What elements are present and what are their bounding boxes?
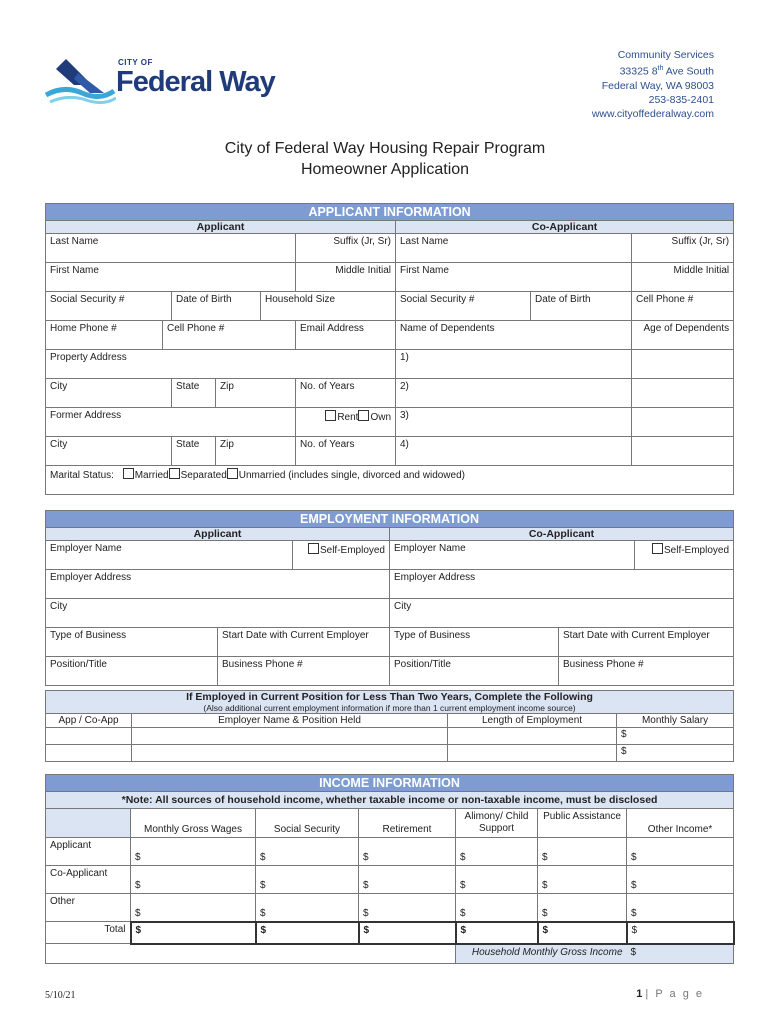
app-former-zip[interactable]: Zip: [216, 437, 296, 466]
co-alimony[interactable]: $: [456, 866, 538, 894]
logo-wave-icon: [44, 55, 116, 107]
household-income-value[interactable]: $: [627, 944, 734, 964]
col-app-co-app: App / Co-App: [46, 714, 132, 728]
applicant-subheader: Applicant: [46, 221, 396, 234]
contact-dept: Community Services: [617, 49, 714, 61]
employment-table: [45, 510, 734, 686]
app-type-business[interactable]: Type of Business: [46, 628, 218, 657]
co-ss[interactable]: $: [256, 866, 359, 894]
co-age-dependents[interactable]: Age of Dependents: [632, 321, 734, 350]
co-position[interactable]: Position/Title: [390, 657, 559, 686]
row-applicant: Applicant: [46, 838, 131, 866]
logo-federal-way: Federal Way: [116, 66, 275, 98]
app-former-years[interactable]: No. of Years: [296, 437, 396, 466]
income-corner: [46, 809, 131, 838]
other-other[interactable]: $: [627, 894, 734, 922]
own-checkbox[interactable]: [358, 410, 369, 421]
co-cell-phone[interactable]: Cell Phone #: [632, 292, 734, 321]
app-employer-name[interactable]: Employer Name: [46, 541, 293, 570]
row-total: Total: [46, 922, 131, 944]
co-employer-address[interactable]: Employer Address: [390, 570, 734, 599]
co-dob[interactable]: Date of Birth: [531, 292, 632, 321]
app-self-employed: Self-Employed: [293, 541, 390, 570]
total-other[interactable]: $: [627, 922, 734, 944]
dependent-3-age[interactable]: [632, 408, 734, 437]
dependent-3[interactable]: 3): [396, 408, 632, 437]
col-retirement: Retirement: [359, 809, 456, 838]
app-retirement[interactable]: $: [359, 838, 456, 866]
footer-page: [636, 988, 704, 1000]
prior-employment-table: [45, 690, 734, 762]
app-email[interactable]: Email Address: [296, 321, 396, 350]
dependent-4[interactable]: 4): [396, 437, 632, 466]
app-business-phone[interactable]: Business Phone #: [218, 657, 390, 686]
own-label: Own: [370, 412, 391, 423]
co-ssn[interactable]: Social Security #: [396, 292, 531, 321]
app-years[interactable]: No. of Years: [296, 379, 396, 408]
other-public[interactable]: $: [538, 894, 627, 922]
unmarried-checkbox[interactable]: [227, 468, 238, 479]
contact-street: 33325 8th Ave South: [619, 65, 714, 78]
row-other: Other: [46, 894, 131, 922]
co-first-name[interactable]: First Name: [396, 263, 632, 292]
income-note: *Note: All sources of household income, whether taxable income or non-taxable income, must be disclosed: [46, 792, 734, 809]
footer-date: 5/10/21: [45, 990, 76, 1001]
rent-label: Rent: [337, 412, 359, 423]
app-last-name[interactable]: Last Name: [46, 234, 296, 263]
logo-city-of: CITY OF: [118, 58, 153, 67]
other-retirement[interactable]: $: [359, 894, 456, 922]
co-retirement[interactable]: $: [359, 866, 456, 894]
other-ss[interactable]: $: [256, 894, 359, 922]
rent-checkbox[interactable]: [325, 410, 336, 421]
app-former-address[interactable]: Former Address: [46, 408, 296, 437]
total-wages[interactable]: $: [131, 922, 256, 944]
contact-block: [592, 48, 714, 121]
rent-own-checkboxes: [296, 408, 396, 437]
total-public[interactable]: $: [538, 922, 627, 944]
marital-status-row: [46, 466, 734, 495]
co-suffix[interactable]: Suffix (Jr, Sr): [632, 234, 734, 263]
app-start-date[interactable]: Start Date with Current Employer: [218, 628, 390, 657]
app-ss[interactable]: $: [256, 838, 359, 866]
app-position[interactable]: Position/Title: [46, 657, 218, 686]
prior-employer-2[interactable]: [132, 745, 448, 762]
applicant-info-header: APPLICANT INFORMATION: [46, 204, 734, 221]
app-former-city[interactable]: City: [46, 437, 172, 466]
app-home-phone[interactable]: Home Phone #: [46, 321, 163, 350]
page-subtitle: Homeowner Application: [300, 161, 470, 178]
dependent-2[interactable]: 2): [396, 379, 632, 408]
co-middle-initial[interactable]: Middle Initial: [632, 263, 734, 292]
co-applicant-subheader: Co-Applicant: [396, 221, 734, 234]
app-zip[interactable]: Zip: [216, 379, 296, 408]
co-self-employed: Self-Employed: [635, 541, 734, 570]
prior-length-1[interactable]: [448, 728, 617, 745]
contact-phone: 253-835-2401: [648, 93, 714, 106]
employment-info-header: EMPLOYMENT INFORMATION: [46, 511, 734, 528]
page-number: 1: [636, 988, 643, 1000]
total-retirement[interactable]: $: [359, 922, 456, 944]
unmarried-label: Unmarried (includes single, divorced and widowed): [238, 470, 465, 481]
co-wages[interactable]: $: [131, 866, 256, 894]
co-business-phone[interactable]: Business Phone #: [559, 657, 734, 686]
app-first-name[interactable]: First Name: [46, 263, 296, 292]
other-alimony[interactable]: $: [456, 894, 538, 922]
dependent-2-age[interactable]: [632, 379, 734, 408]
income-info-header: INCOME INFORMATION: [46, 775, 734, 792]
app-other[interactable]: $: [627, 838, 734, 866]
marital-status-label: Marital Status:: [50, 470, 114, 481]
co-other[interactable]: $: [627, 866, 734, 894]
household-income-label: Household Monthly Gross Income: [456, 944, 627, 964]
app-city[interactable]: City: [46, 379, 172, 408]
prior-length-2[interactable]: [448, 745, 617, 762]
app-self-employed-checkbox[interactable]: [308, 543, 319, 554]
separated-checkbox[interactable]: [169, 468, 180, 479]
dependent-1-age[interactable]: [632, 350, 734, 379]
married-checkbox[interactable]: [123, 468, 134, 479]
dependent-4-age[interactable]: [632, 437, 734, 466]
emp-applicant-subheader: Applicant: [46, 528, 390, 541]
household-spacer: [46, 944, 456, 964]
row-co-applicant: Co-Applicant: [46, 866, 131, 894]
app-cell-phone[interactable]: Cell Phone #: [163, 321, 296, 350]
contact-web[interactable]: www.cityoffederalway.com: [591, 107, 714, 120]
total-ss[interactable]: $: [256, 922, 359, 944]
col-other-income: Other Income*: [627, 809, 734, 838]
col-monthly-salary: Monthly Salary: [617, 714, 734, 728]
prior-employer-1[interactable]: [132, 728, 448, 745]
prior-app-1[interactable]: [46, 728, 132, 745]
applicant-table: [45, 203, 734, 495]
app-dob[interactable]: Date of Birth: [172, 292, 261, 321]
app-suffix[interactable]: Suffix (Jr, Sr): [296, 234, 396, 263]
city-logo: [44, 55, 304, 107]
prior-app-2[interactable]: [46, 745, 132, 762]
app-former-state[interactable]: State: [172, 437, 216, 466]
col-social-security: Social Security: [256, 809, 359, 838]
emp-co-applicant-subheader: Co-Applicant: [390, 528, 734, 541]
col-length-employment: Length of Employment: [448, 714, 617, 728]
app-state[interactable]: State: [172, 379, 216, 408]
app-employer-city[interactable]: City: [46, 599, 390, 628]
app-wages[interactable]: $: [131, 838, 256, 866]
co-last-name[interactable]: Last Name: [396, 234, 632, 263]
total-alimony[interactable]: $: [456, 922, 538, 944]
col-alimony: Alimony/ Child Support: [456, 809, 538, 838]
app-household-size[interactable]: Household Size: [261, 292, 396, 321]
app-middle-initial[interactable]: Middle Initial: [296, 263, 396, 292]
app-property-address[interactable]: Property Address: [46, 350, 396, 379]
co-self-employed-checkbox[interactable]: [652, 543, 663, 554]
co-start-date[interactable]: Start Date with Current Employer: [559, 628, 734, 657]
dependent-1[interactable]: 1): [396, 350, 632, 379]
contact-city: Federal Way, WA 98003: [601, 79, 714, 92]
col-monthly-gross-wages: Monthly Gross Wages: [131, 809, 256, 838]
app-public[interactable]: $: [538, 838, 627, 866]
co-public[interactable]: $: [538, 866, 627, 894]
col-employer-position: Employer Name & Position Held: [132, 714, 448, 728]
prior-salary-2[interactable]: $: [617, 745, 734, 762]
app-ssn[interactable]: Social Security #: [46, 292, 172, 321]
col-public-assistance: Public Assistance: [538, 809, 627, 838]
other-wages[interactable]: $: [131, 894, 256, 922]
page-label: | P a g e: [645, 988, 704, 1000]
co-employer-name[interactable]: Employer Name: [390, 541, 635, 570]
app-employer-address[interactable]: Employer Address: [46, 570, 390, 599]
co-name-dependents[interactable]: Name of Dependents: [396, 321, 632, 350]
prior-employment-heading: If Employed in Current Position for Less Than Two Years, Complete the Following (Also additional current employment information if more than 1 current employment income source): [46, 691, 734, 714]
prior-salary-1[interactable]: $: [617, 728, 734, 745]
co-employer-city[interactable]: City: [390, 599, 734, 628]
married-label: Married: [134, 470, 169, 481]
separated-label: Separated: [180, 470, 227, 481]
income-table: [45, 774, 735, 964]
app-alimony[interactable]: $: [456, 838, 538, 866]
page-title: City of Federal Way Housing Repair Program: [224, 140, 546, 157]
co-type-business[interactable]: Type of Business: [390, 628, 559, 657]
